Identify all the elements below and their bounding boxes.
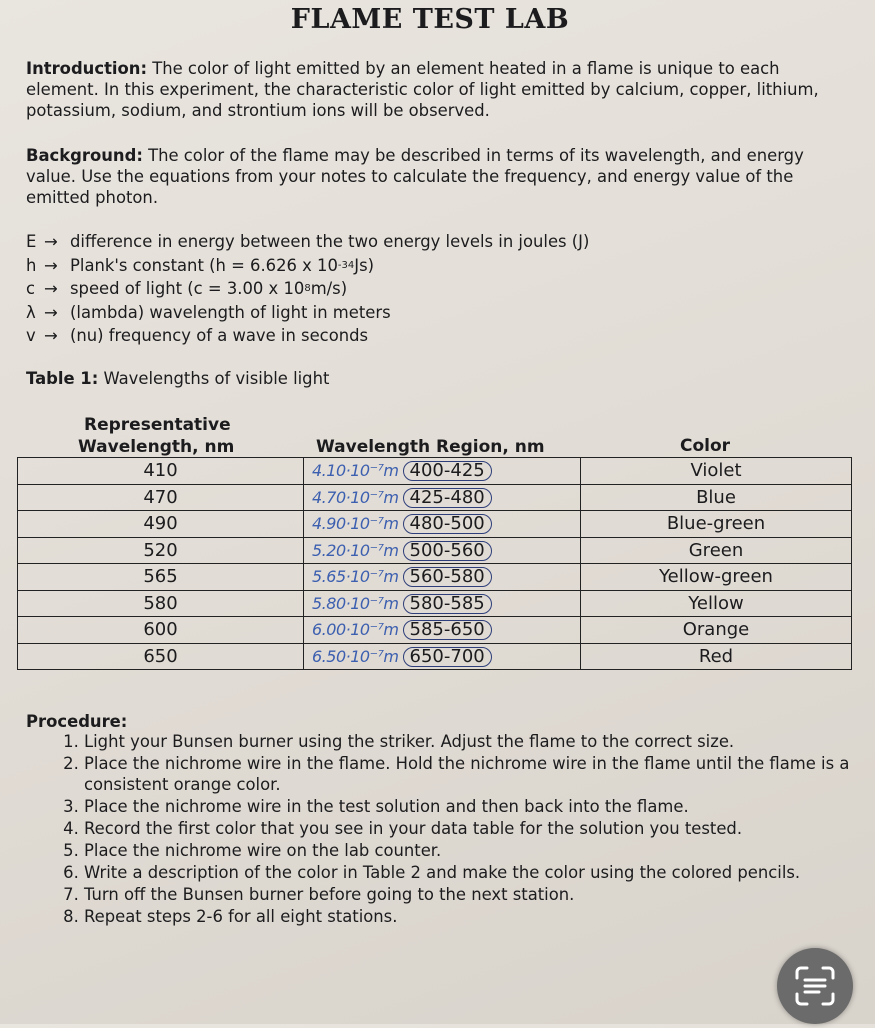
introduction-text: The color of light emitted by an element heated in a flame is unique to each element. In this experiment, the characteristic color of light emitted by calcium, copper, lithium, potassium, sodium, and strontium ions will be observed. <box>26 59 819 120</box>
handwritten-note: 4.10·10⁻⁷m <box>312 461 399 481</box>
arrow-icon: → <box>44 255 58 275</box>
table-row: 650 6.50·10⁻⁷m 650-700 Red <box>18 643 852 670</box>
list-item: 1. Light your Bunsen burner using the striker. Adjust the flame to the correct size. <box>84 731 864 752</box>
background-label: Background: <box>26 146 143 165</box>
procedure-heading: Procedure: <box>26 712 128 731</box>
introduction-paragraph <box>26 58 836 121</box>
definition-speed: c → speed of light (c = 3.00 x 10 8 m/s) <box>26 277 589 301</box>
header-representative-wavelength: Representative Wavelength, nm <box>78 415 235 457</box>
table-row: 490 4.90·10⁻⁷m 480-500 Blue-green <box>18 511 852 538</box>
page-title: FLAME TEST LAB <box>290 4 570 35</box>
table-row: 520 5.20·10⁻⁷m 500-560 Green <box>18 537 852 564</box>
arrow-icon: → <box>44 302 58 322</box>
handwritten-note: 4.70·10⁻⁷m <box>312 487 399 507</box>
table-row: 410 4.10·10⁻⁷m 400-425 Violet <box>18 458 852 485</box>
background-paragraph <box>26 145 836 208</box>
list-item: 6. Write a description of the color in Table 2 and make the color using the colored pencils. <box>84 862 864 883</box>
arrow-icon: → <box>44 279 58 298</box>
list-item: 5. Place the nichrome wire on the lab counter. <box>84 840 864 861</box>
variable-definitions <box>26 230 589 348</box>
table-row: 580 5.80·10⁻⁷m 580-585 Yellow <box>18 590 852 617</box>
handwritten-note: 5.20·10⁻⁷m <box>312 540 399 560</box>
definition-nu: v → (nu) frequency of a wave in seconds <box>26 324 589 348</box>
arrow-icon: → <box>44 232 58 251</box>
table-row: 600 6.00·10⁻⁷m 585-650 Orange <box>18 617 852 644</box>
text-scan-button[interactable] <box>777 948 853 1024</box>
handwritten-note: 5.65·10⁻⁷m <box>312 567 399 587</box>
background-text: The color of the flame may be described in terms of its wavelength, and energy value. Use the equations from your notes to calculate the frequency, and energy value of the emitted photon. <box>26 146 804 207</box>
list-item: 8. Repeat steps 2-6 for all eight stations. <box>84 906 864 927</box>
list-item: 4. Record the first color that you see in your data table for the solution you tested. <box>84 818 864 839</box>
definition-energy: E → difference in energy between the two energy levels in joules (J) <box>26 230 589 254</box>
definition-plank: h → Plank's constant (h = 6.626 x 10 -34 Js) <box>26 254 589 278</box>
introduction-label: Introduction: <box>26 59 148 78</box>
wavelength-table <box>17 457 852 670</box>
definition-lambda: λ → (lambda) wavelength of light in meters <box>26 301 589 325</box>
table-caption: Table 1: Wavelengths of visible light <box>26 369 330 388</box>
handwritten-note: 6.00·10⁻⁷m <box>312 620 399 640</box>
handwritten-note: 5.80·10⁻⁷m <box>312 593 399 613</box>
header-wavelength-region: Wavelength Region, nm <box>316 437 545 457</box>
handwritten-note: 4.90·10⁻⁷m <box>312 514 399 534</box>
header-color: Color <box>680 436 731 456</box>
text-scan-icon <box>777 948 853 1024</box>
arrow-icon: → <box>44 326 58 345</box>
handwritten-note: 6.50·10⁻⁷m <box>312 646 399 666</box>
list-item: 3. Place the nichrome wire in the test solution and then back into the flame. <box>84 796 864 817</box>
list-item: 7. Turn off the Bunsen burner before going to the next station. <box>84 884 864 905</box>
list-item: 2. Place the nichrome wire in the flame. Hold the nichrome wire in the flame until the flame is a consistent orange color. <box>84 753 864 795</box>
table-row: 565 5.65·10⁻⁷m 560-580 Yellow-green <box>18 564 852 591</box>
procedure-steps <box>54 731 864 928</box>
table-row: 470 4.70·10⁻⁷m 425-480 Blue <box>18 484 852 511</box>
